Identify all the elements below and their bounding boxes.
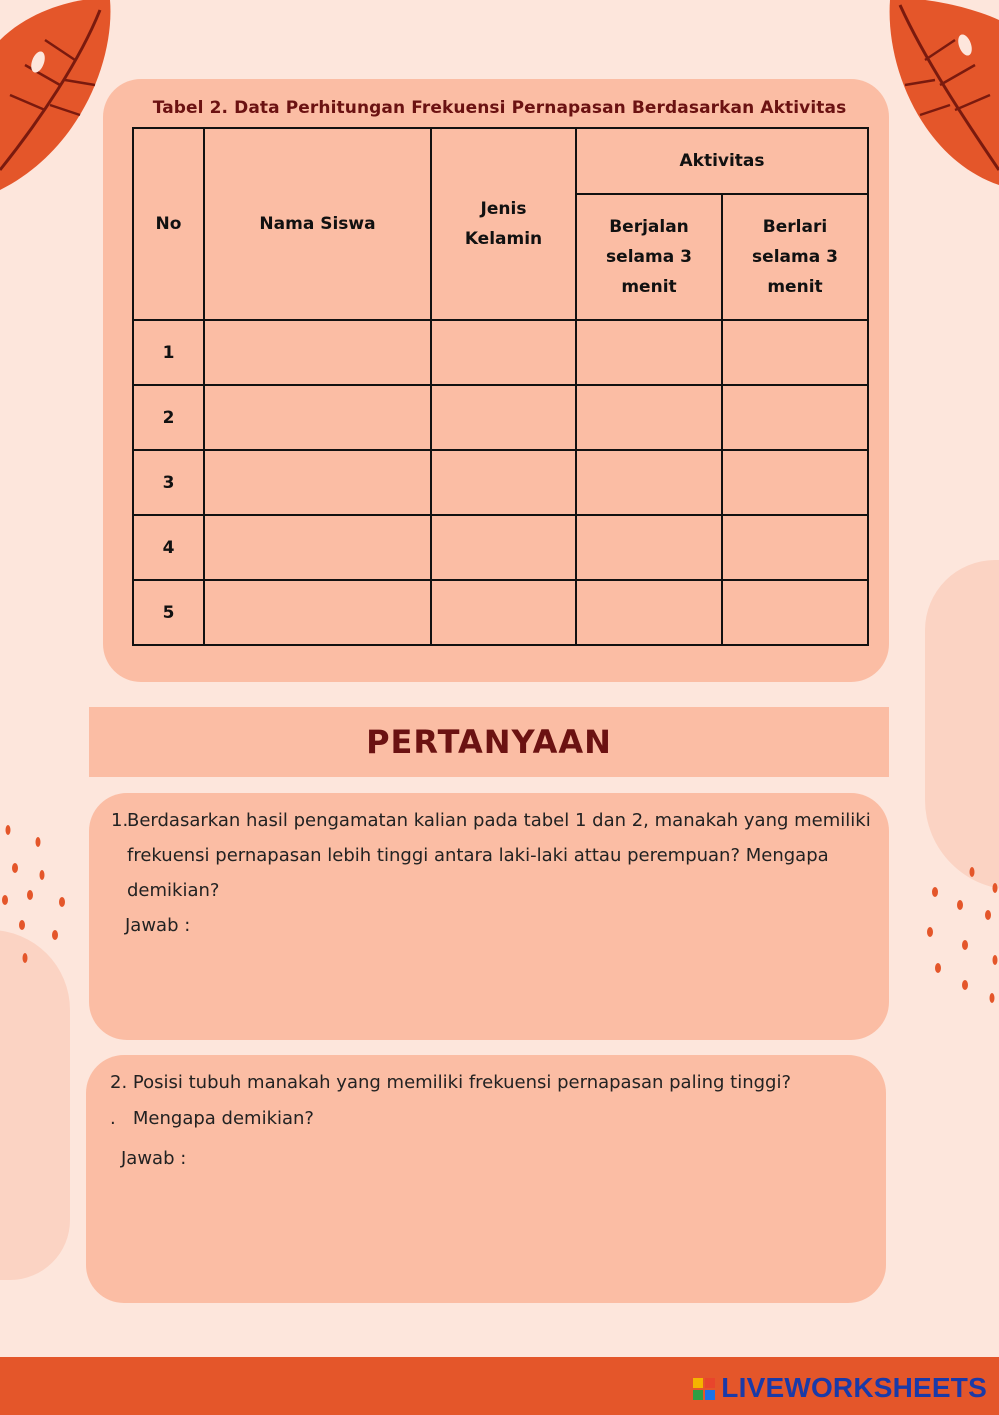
dots-right-icon (920, 860, 999, 1010)
cell-berjalan[interactable] (576, 515, 722, 580)
cell-nama[interactable] (204, 450, 431, 515)
header-aktivitas: Aktivitas (576, 128, 868, 194)
header-berlari: Berlari selama 3 menit (722, 194, 868, 320)
question-2-line-2: . Mengapa demikian? (110, 1108, 314, 1129)
footer-brand[interactable]: LIVEWORKSHEETS (721, 1372, 987, 1403)
question-2-line-1: 2. Posisi tubuh manakah yang memiliki frekuensi pernapasan paling tinggi? (110, 1072, 792, 1093)
table-row (133, 515, 868, 580)
cell-berlari[interactable] (722, 515, 868, 580)
cell-nama[interactable] (204, 515, 431, 580)
row-number: 1 (133, 320, 204, 385)
table-row (133, 385, 868, 450)
bg-blob-left (0, 930, 70, 1280)
cell-berjalan[interactable] (576, 580, 722, 645)
cell-berlari[interactable] (722, 450, 868, 515)
question-1-line-2: frekuensi pernapasan lebih tinggi antara laki-laki attau perempuan? Mengapa (127, 845, 829, 866)
header-jenis-kelamin: Jenis Kelamin (431, 128, 576, 320)
cell-berlari[interactable] (722, 320, 868, 385)
question-1-answer-label: Jawab : (125, 915, 191, 936)
dots-left-icon (0, 820, 80, 970)
cell-jenis[interactable] (431, 580, 576, 645)
question-1-answer-field[interactable] (205, 910, 865, 1020)
question-1-line-1: Berdasarkan hasil pengamatan kalian pada tabel 1 dan 2, manakah yang memiliki (127, 810, 871, 831)
cell-berjalan[interactable] (576, 450, 722, 515)
cell-nama[interactable] (204, 320, 431, 385)
bg-blob-right (925, 560, 999, 890)
table-title: Tabel 2. Data Perhitungan Frekuensi Pernapasan Berdasarkan Aktivitas (152, 98, 847, 118)
table-row (133, 450, 868, 515)
leaf-top-right-icon (885, 0, 999, 190)
header-berjalan: Berjalan selama 3 menit (576, 194, 722, 320)
data-table (132, 127, 869, 646)
row-number: 3 (133, 450, 204, 515)
cell-berlari[interactable] (722, 385, 868, 450)
cell-nama[interactable] (204, 580, 431, 645)
cell-jenis[interactable] (431, 515, 576, 580)
question-2-answer-field[interactable] (200, 1143, 860, 1283)
question-2-answer-label: Jawab : (121, 1148, 187, 1169)
cell-nama[interactable] (204, 385, 431, 450)
cell-jenis[interactable] (431, 320, 576, 385)
section-title: PERTANYAAN (89, 707, 889, 777)
header-nama-siswa: Nama Siswa (204, 128, 431, 320)
table-row (133, 580, 868, 645)
cell-jenis[interactable] (431, 450, 576, 515)
cell-jenis[interactable] (431, 385, 576, 450)
table-row (133, 320, 868, 385)
cell-berlari[interactable] (722, 580, 868, 645)
question-1-number: 1. (111, 810, 129, 831)
cell-berjalan[interactable] (576, 385, 722, 450)
header-no: No (133, 128, 204, 320)
row-number: 4 (133, 515, 204, 580)
row-number: 5 (133, 580, 204, 645)
liveworksheets-logo-icon (693, 1378, 715, 1400)
cell-berjalan[interactable] (576, 320, 722, 385)
question-1-line-3: demikian? (127, 880, 220, 901)
row-number: 2 (133, 385, 204, 450)
leaf-top-left-icon (0, 0, 115, 195)
